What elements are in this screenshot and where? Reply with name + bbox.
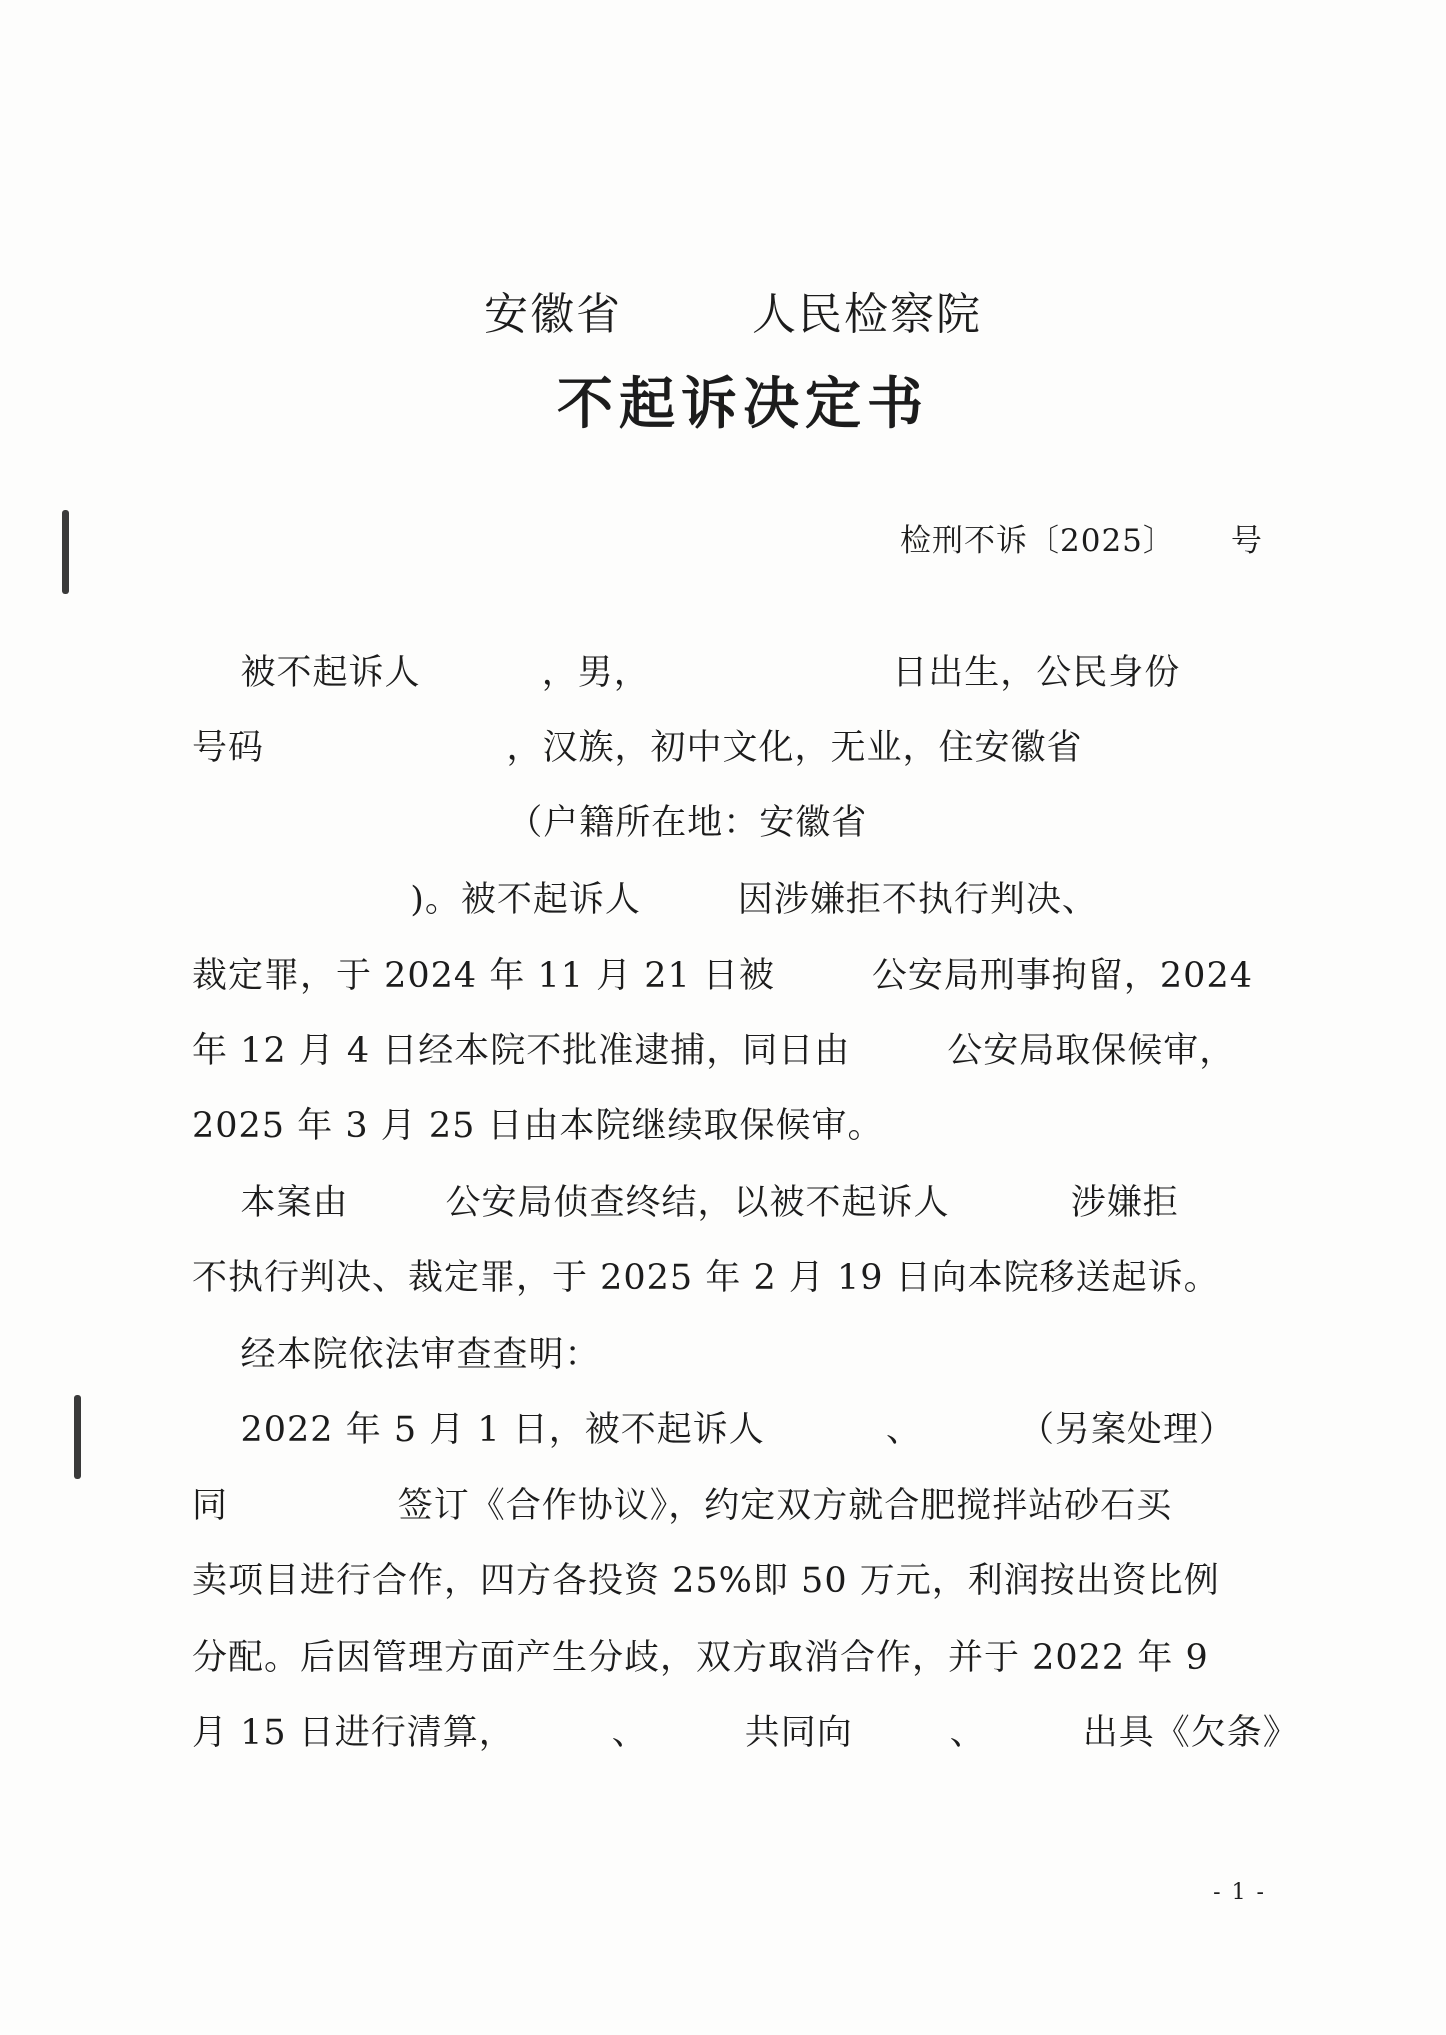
page-number: - 1 -: [1213, 1880, 1266, 1905]
body-line-8: 本案由 公安局侦查终结，以被不起诉人 涉嫌拒: [192, 1183, 1179, 1223]
body-line-4: )。被不起诉人 因涉嫌拒不执行判决、: [192, 880, 1098, 920]
org-province: 安徽省: [484, 289, 622, 340]
body-line-5: 裁定罪，于 2024 年 11 月 21 日被 公安局刑事拘留，2024: [192, 956, 1253, 996]
document-number: [900, 515, 1263, 560]
org-name: 人民检察院: [752, 289, 982, 340]
body-line-3: （户籍所在地：安徽省: [192, 803, 868, 843]
body-line-6: 年 12 月 4 日经本院不批准逮捕，同日由 公安局取保候审，: [192, 1031, 1236, 1071]
body-line-1: 被不起诉人 ，男， 日出生，公民身份: [192, 653, 1181, 693]
body-line-11: 2022 年 5 月 1 日，被不起诉人 、 （另案处理）: [192, 1410, 1235, 1450]
body-line-10: 经本院依法审查查明：: [192, 1335, 601, 1375]
body-line-7: 2025 年 3 月 25 日由本院继续取保候审。: [192, 1106, 884, 1146]
body-line-14: 分配。后因管理方面产生分歧，双方取消合作，并于 2022 年 9: [192, 1638, 1209, 1678]
body-line-13: 卖项目进行合作，四方各投资 25%即 50 万元，利润按出资比例: [192, 1561, 1220, 1601]
binding-mark-bottom: [74, 1395, 81, 1479]
issuing-organization: [0, 278, 1446, 342]
body-line-2: 号码 ，汉族，初中文化，无业，住安徽省: [192, 728, 1083, 768]
body-line-15: 月 15 日进行清算， 、 共同向 、 出具《欠条》: [192, 1713, 1299, 1753]
body-line-12: 同 签订《合作协议》，约定双方就合肥搅拌站砂石买: [192, 1486, 1173, 1526]
document-number-suffix: 号: [1230, 523, 1263, 559]
body-line-9: 不执行判决、裁定罪，于 2025 年 2 月 19 日向本院移送起诉。: [192, 1258, 1220, 1298]
binding-mark-top: [62, 510, 69, 594]
document-number-prefix: 检刑不诉〔2025〕: [900, 523, 1175, 559]
document-title: 不起诉决定书: [557, 371, 929, 437]
